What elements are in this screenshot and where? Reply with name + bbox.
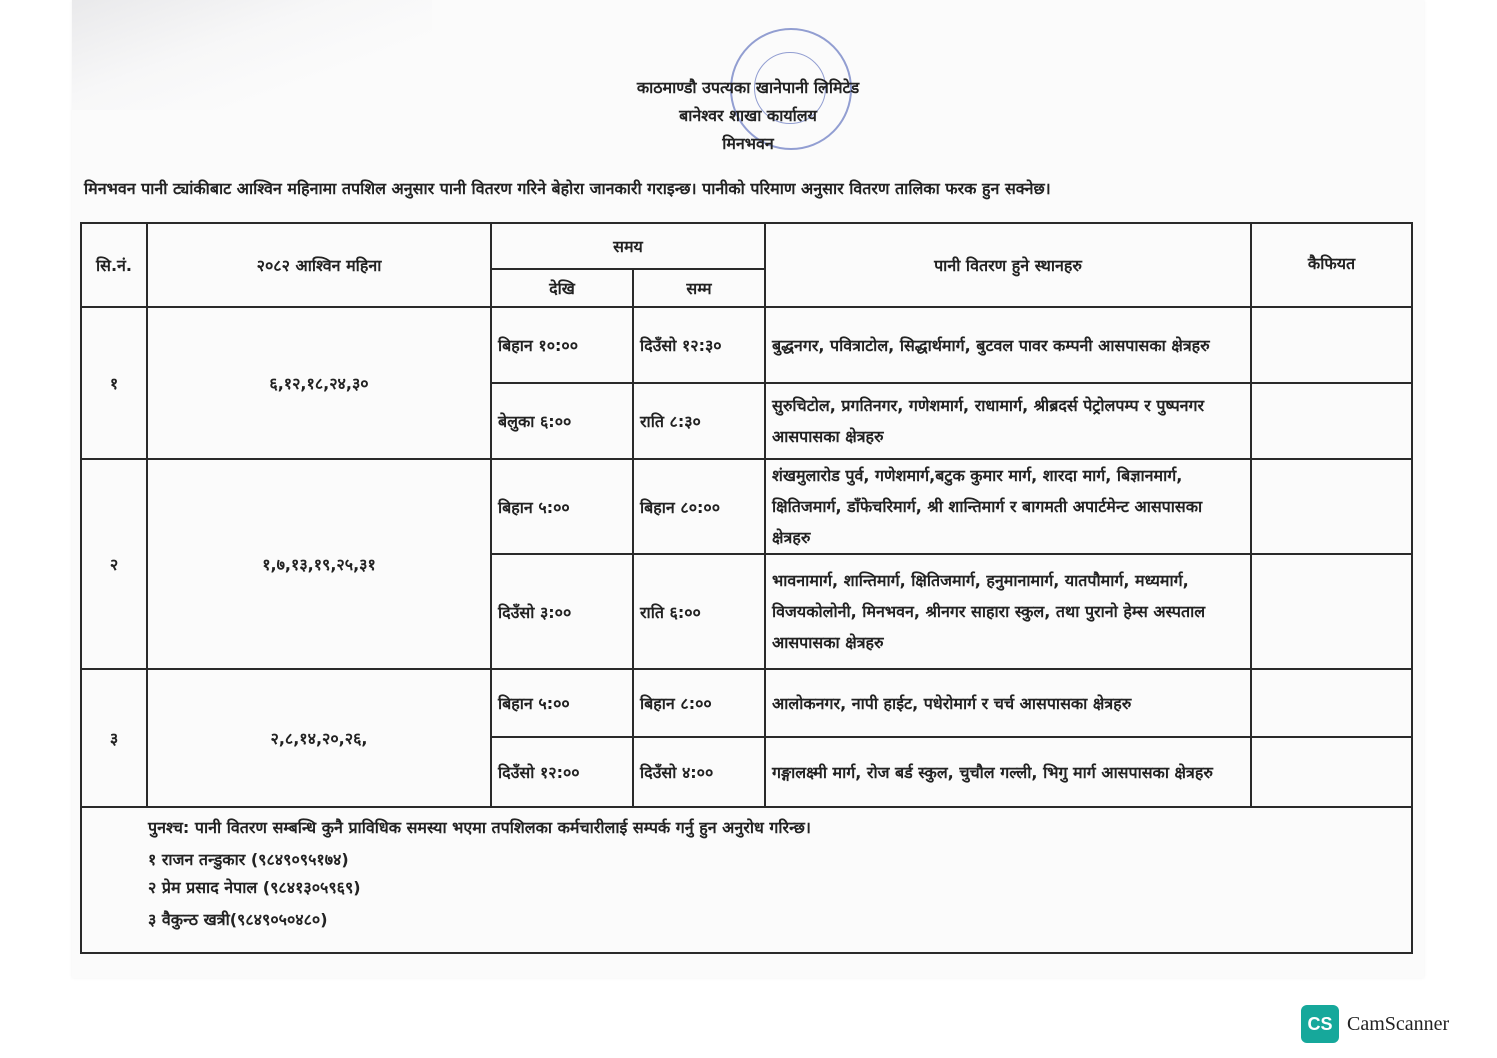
header-from: देखि <box>491 269 633 307</box>
slot-to: बिहान ८:०० <box>633 669 765 737</box>
slot-remarks <box>1251 307 1412 383</box>
slot-remarks <box>1251 459 1412 554</box>
row-dates: १,७,१३,१९,२५,३१ <box>147 459 491 669</box>
slot-places: बुद्धनगर, पवित्राटोल, सिद्धार्थमार्ग, बुटवल पावर कम्पनी आसपासका क्षेत्रहरु <box>765 307 1251 383</box>
slot-to: राति ६:०० <box>633 554 765 669</box>
slot-from: दिउँसो ३:०० <box>491 554 633 669</box>
camscanner-label: CamScanner <box>1347 1012 1450 1035</box>
slot-places: भावनामार्ग, शान्तिमार्ग, क्षितिजमार्ग, हनुमानामार्ग, यातपौमार्ग, मध्यमार्ग, विजयकोलोनी, मिनभवन, श्रीनगर साहारा स्कुल, तथा पुरानो हेम्स अस्पताल आसपासका क्षेत्रहरु <box>765 554 1251 669</box>
slot-to: दिउँसो ४:०० <box>633 737 765 807</box>
header-month: २०८२ आश्विन महिना <box>147 223 491 307</box>
distribution-schedule-table <box>80 222 1413 954</box>
row-sn: ३ <box>81 669 147 807</box>
slot-from: बिहान १०:०० <box>491 307 633 383</box>
slot-from: बिहान ५:०० <box>491 459 633 554</box>
slot-to: बिहान ८०:०० <box>633 459 765 554</box>
slot-remarks <box>1251 669 1412 737</box>
header-to: सम्म <box>633 269 765 307</box>
slot-from: बिहान ५:०० <box>491 669 633 737</box>
notes-text: पुनश्च: पानी वितरण सम्बन्धि कुनै प्राविधिक समस्या भएमा तपशिलका कर्मचारीलाई सम्पर्क गर्नु हुन अनुरोध गरिन्छ। <box>148 818 811 837</box>
row-dates: ६,१२,१८,२४,३० <box>147 307 491 459</box>
slot-remarks <box>1251 737 1412 807</box>
contact-2: २ प्रेम प्रसाद नेपाल (९८४१३०५९६९) <box>148 878 361 897</box>
slot-places: गङ्गालक्ष्मी मार्ग, रोज बर्ड स्कुल, चुचौल गल्ली, भिगु मार्ग आसपासका क्षेत्रहरु <box>765 737 1251 807</box>
camscanner-watermark <box>1301 1004 1449 1044</box>
contact-3: ३ वैकुन्ठ खत्री(९८४९०५०४८०) <box>148 910 328 929</box>
location-name: मिनभवन <box>722 134 774 153</box>
table-row <box>81 307 1412 383</box>
slot-places: शंखमुलारोड पुर्व, गणेशमार्ग,बटुक कुमार मार्ग, शारदा मार्ग, बिज्ञानमार्ग, क्षितिजमार्ग, डाँफेचरिमार्ग, श्री शान्तिमार्ग र बागमती अपार्टमेन्ट आसपासका क्षेत्रहरु <box>765 459 1251 554</box>
row-sn: १ <box>81 307 147 459</box>
slot-places: सुरुचिटोल, प्रगतिनगर, गणेशमार्ग, राधामार्ग, श्रीब्रदर्स पेट्रोलपम्प र पुष्पनगर आसपासका क्षेत्रहरु <box>765 383 1251 459</box>
header-sn: सि.नं. <box>81 223 147 307</box>
row-dates: २,८,१४,२०,२६, <box>147 669 491 807</box>
header-remarks: कैफियत <box>1251 223 1412 307</box>
header-time: समय <box>491 223 765 269</box>
slot-remarks <box>1251 554 1412 669</box>
org-name: काठमाण्डौ उपत्यका खानेपानी लिमिटेड <box>636 78 860 97</box>
intro-notice: मिनभवन पानी ट्यांकीबाट आश्विन महिनामा तपशिल अनुसार पानी वितरण गरिने बेहोरा जानकारी गराइन्छ। पानीको परिमाण अनुसार वितरण तालिका फरक हुन सक्नेछ। <box>84 179 1051 198</box>
table-row <box>81 459 1412 554</box>
row-sn: २ <box>81 459 147 669</box>
table-row <box>81 669 1412 737</box>
branch-name: बानेश्वर शाखा कार्यालय <box>679 106 817 125</box>
contact-1: १ राजन तन्डुकार (९८४९०९५१७४) <box>148 850 349 869</box>
slot-from: दिउँसो १२:०० <box>491 737 633 807</box>
slot-places: आलोकनगर, नापी हाईट, पधेरोमार्ग र चर्च आसपासका क्षेत्रहरु <box>765 669 1251 737</box>
notes-section <box>81 807 1412 953</box>
slot-to: राति ८:३० <box>633 383 765 459</box>
slot-remarks <box>1251 383 1412 459</box>
slot-to: दिउँसो १२:३० <box>633 307 765 383</box>
slot-from: बेलुका ६:०० <box>491 383 633 459</box>
header-places: पानी वितरण हुने स्थानहरु <box>765 223 1251 307</box>
camscanner-logo-icon: CS <box>1301 1005 1339 1043</box>
